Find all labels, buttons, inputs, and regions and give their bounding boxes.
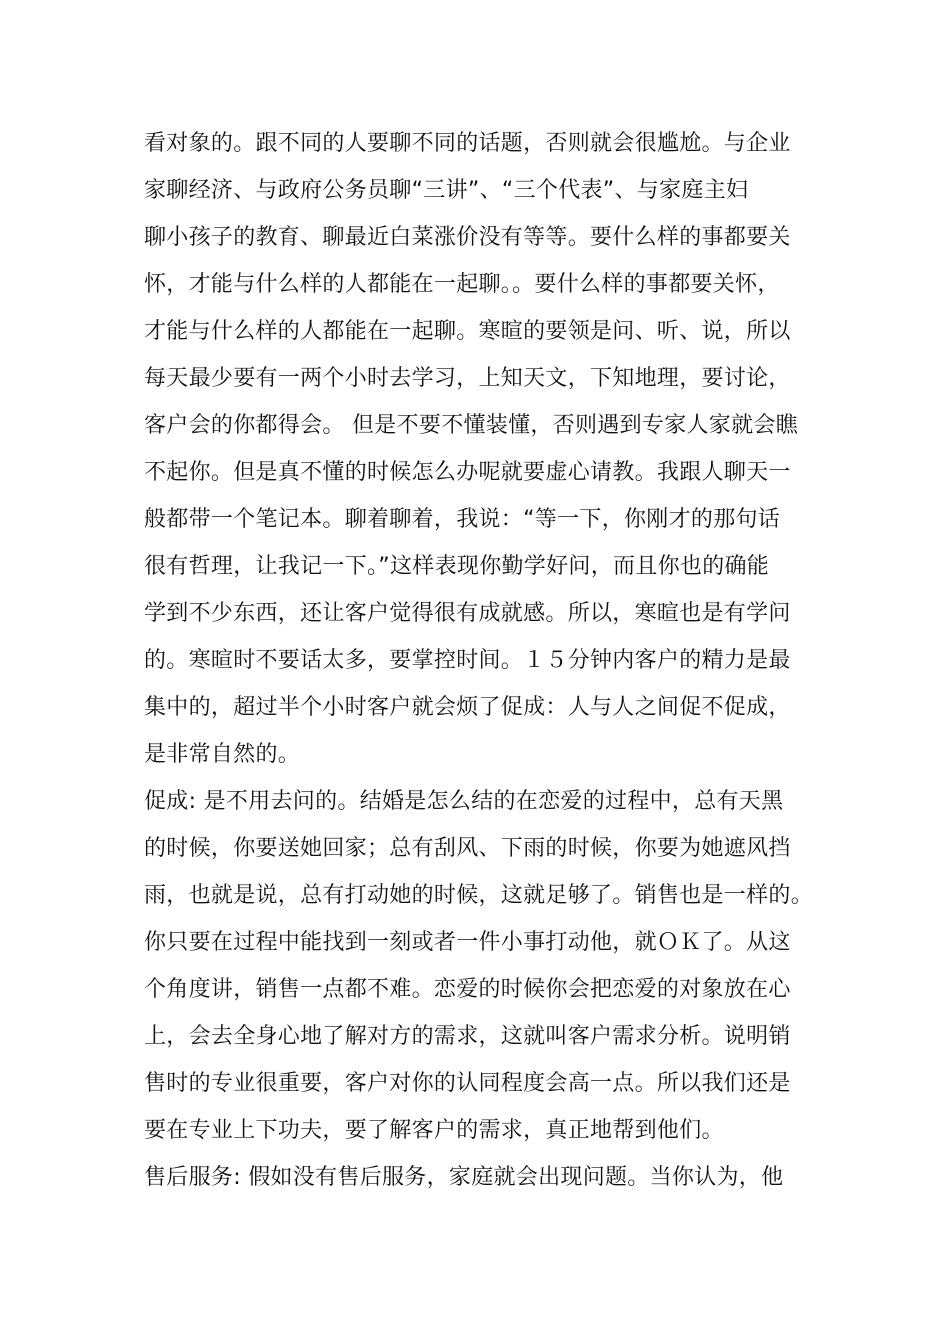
text-line: 客户会的你都得会。 但是不要不懂装懂，否则遇到专家人家就会瞧 <box>144 413 798 438</box>
text-line: 不起你。但是真不懂的时候怎么办呢就要虚心请教。我跟人聊天一 <box>144 460 791 485</box>
text-line: 般都带一个笔记本。聊着聊着，我说：“等一下，你刚才的那句话 <box>144 507 781 532</box>
text-line: 的。寒暄时不要话太多，要掌控时间。１５分钟内客户的精力是最 <box>144 648 791 673</box>
text-line: 学到不少东西，还让客户觉得很有成就感。所以，寒暄也是有学问 <box>144 601 791 626</box>
text-line: 的时候，你要送她回家；总有刮风、下雨的时候，你要为她遮风挡 <box>144 836 791 861</box>
text-line: 很有哲理，让我记一下。”这样表现你勤学好问，而且你也的确能 <box>144 554 770 579</box>
text-line: 雨，也就是说，总有打动她的时候，这就足够了。销售也是一样的。 <box>144 883 814 908</box>
text-line: 才能与什么样的人都能在一起聊。寒暄的要领是问、听、说，所以 <box>144 319 791 344</box>
text-line: 是非常自然的。 <box>144 742 301 767</box>
text-line: 售时的专业很重要，客户对你的认同程度会高一点。所以我们还是 <box>144 1071 791 1096</box>
text-line: 每天最少要有一两个小时去学习，上知天文，下知地理，要讨论， <box>144 366 791 391</box>
text-line: 上，会去全身心地了解对方的需求，这就叫客户需求分析。说明销 <box>144 1024 791 1049</box>
text-line: 促成: 是不用去问的。结婚是怎么结的在恋爱的过程中，总有天黑 <box>144 789 784 814</box>
text-line: 要在专业上下功夫，要了解客户的需求，真正地帮到他们。 <box>144 1118 724 1143</box>
text-line: 你只要在过程中能找到一刻或者一件小事打动他，就ＯＫ了。从这 <box>144 930 791 955</box>
text-line: 售后服务: 假如没有售后服务，家庭就会出现问题。当你认为，他 <box>144 1165 784 1190</box>
text-line: 家聊经济、与政府公务员聊“三讲”、“三个代表”、与家庭主妇 <box>144 178 749 203</box>
text-line: 集中的，超过半个小时客户就会烦了促成：人与人之间促不促成， <box>144 695 791 720</box>
text-line: 个角度讲，销售一点都不难。恋爱的时候你会把恋爱的对象放在心 <box>144 977 791 1002</box>
text-line: 聊小孩子的教育、聊最近白菜涨价没有等等。要什么样的事都要关 <box>144 225 791 250</box>
body-text <box>144 120 824 1201</box>
text-line: 怀，才能与什么样的人都能在一起聊。。要什么样的事都要关怀， <box>144 272 780 297</box>
text-line: 看对象的。跟不同的人要聊不同的话题，否则就会很尴尬。与企业 <box>144 131 791 156</box>
